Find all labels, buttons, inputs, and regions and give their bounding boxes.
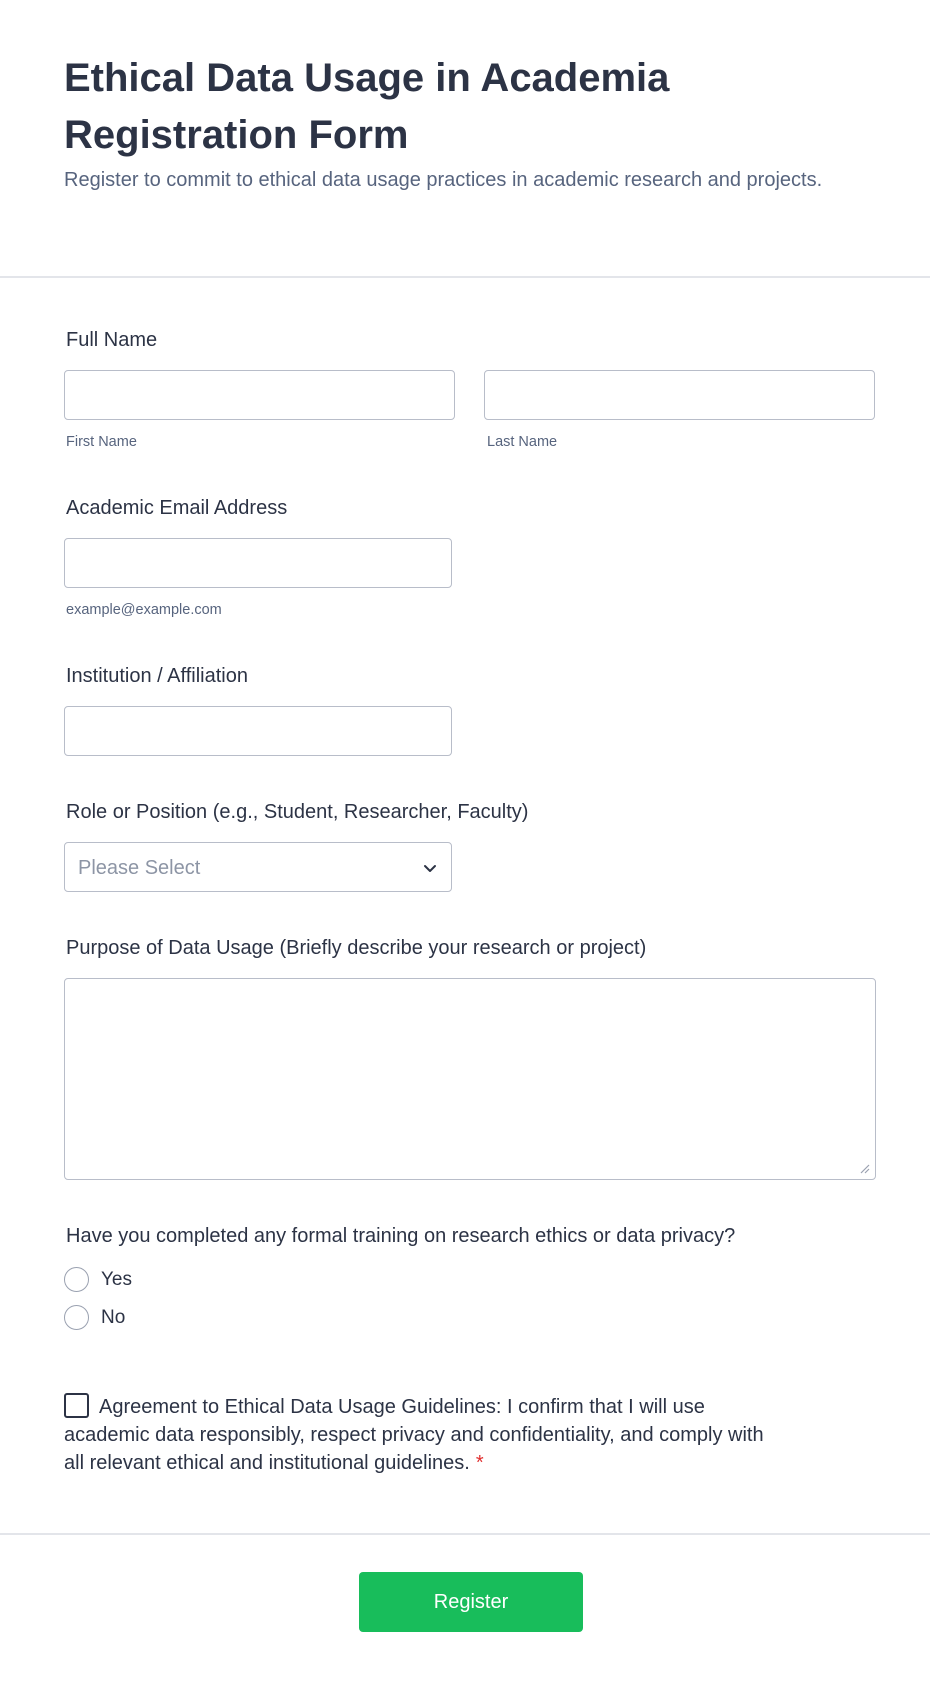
role-select-value: Please Select [78,857,201,879]
form-header [0,0,930,278]
agreement-field [64,1393,784,1477]
institution-label: Institution / Affiliation [66,665,248,687]
radio-yes[interactable] [64,1267,89,1292]
purpose-label: Purpose of Data Usage (Briefly describe your research or project) [66,937,647,959]
role-label: Role or Position (e.g., Student, Researcher, Faculty) [66,801,529,823]
radio-yes-label: Yes [101,1269,132,1290]
resize-grip-icon[interactable] [858,1162,870,1174]
footer-divider [0,1533,930,1535]
training-label: Have you completed any formal training on research ethics or data privacy? [66,1225,736,1247]
agreement-text: Agreement to Ethical Data Usage Guidelines: I confirm that I will use academic data responsibly, respect privacy and confidentiality, and comply with all relevant ethical and institutional guidelines. [64,1396,764,1474]
last-name-sublabel: Last Name [487,434,558,450]
chevron-down-icon [421,859,439,877]
required-marker: * [475,1452,484,1474]
radio-no[interactable] [64,1305,89,1330]
radio-no-label: No [101,1307,126,1328]
agreement-checkbox[interactable] [64,1393,89,1418]
first-name-input[interactable] [64,370,455,420]
purpose-textarea[interactable] [64,978,876,1180]
register-button[interactable]: Register [359,1572,583,1632]
email-label: Academic Email Address [66,497,288,519]
email-sublabel: example@example.com [66,602,222,618]
last-name-input[interactable] [484,370,875,420]
form-subtitle: Register to commit to ethical data usage practices in academic research and projects. [64,169,823,191]
first-name-sublabel: First Name [66,434,137,450]
role-select[interactable] [64,842,452,892]
form-title: Ethical Data Usage in Academia Registration Form [64,56,670,157]
email-input[interactable] [64,538,452,588]
full-name-label: Full Name [66,329,158,351]
institution-input[interactable] [64,706,452,756]
